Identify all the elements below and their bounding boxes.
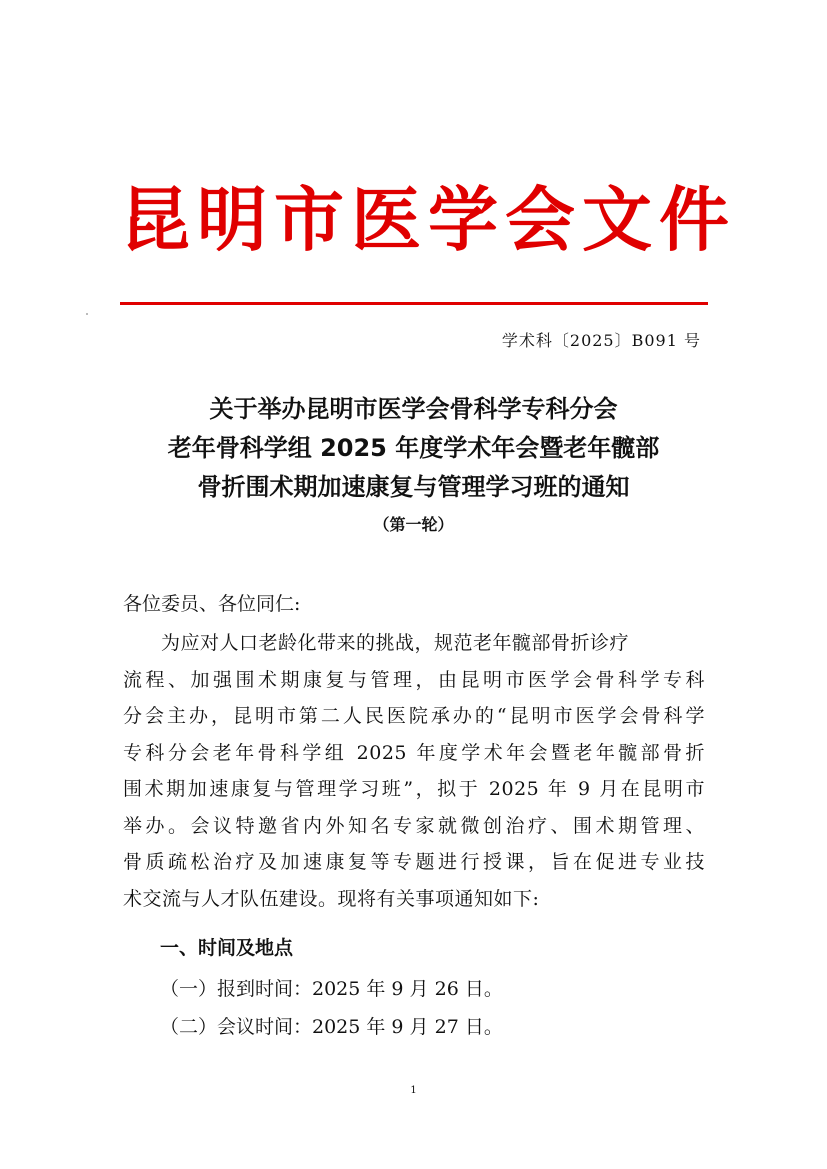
scan-dot [86, 313, 88, 315]
notice-round-label: （第一轮） [373, 515, 454, 534]
body-line: 术交流与人才队伍建设。现将有关事项通知如下: [123, 887, 540, 910]
body-paragraph [123, 625, 705, 917]
notice-title-line-3: 骨折围术期加速康复与管理学习班的通知 [197, 473, 630, 501]
page-number: 1 [410, 1085, 417, 1096]
list-item-meeting-time: （二）会议时间：2025 年 9 月 27 日。 [160, 1016, 503, 1038]
document-number: 学术科〔2025〕B091 号 [501, 331, 701, 350]
salutation: 各位委员、各位同仁: [123, 593, 301, 615]
notice-title-line-2: 老年骨科学组 2025 年度学术年会暨老年髋部 [167, 434, 660, 462]
body-line: 围术期加速康复与管理学习班”，拟于 2025 年 9 月在昆明市 [123, 778, 705, 800]
masthead-title: 昆明市医学会文件 [120, 179, 736, 261]
list-item-registration-time: （一）报到时间：2025 年 9 月 26 日。 [160, 978, 503, 1000]
notice-title-line-1: 关于举办昆明市医学会骨科学专科分会 [209, 395, 618, 423]
body-line: 为应对人口老龄化带来的挑战，规范老年髋部骨折诊疗 [161, 632, 630, 654]
section-heading-time-place: 一、时间及地点 [160, 937, 294, 959]
body-line: 分会主办，昆明市第二人民医院承办的“昆明市医学会骨科学 [123, 705, 705, 727]
body-line: 骨质疏松治疗及加速康复等专题进行授课，旨在促进专业技 [123, 851, 705, 873]
body-line: 举办。会议特邀省内外知名专家就微创治疗、围术期管理、 [123, 814, 705, 837]
red-divider-line [120, 302, 708, 305]
body-line: 专科分会老年骨科学组 2025 年度学术年会暨老年髋部骨折 [123, 741, 705, 764]
body-line: 流程、加强围术期康复与管理，由昆明市医学会骨科学专科 [123, 668, 705, 691]
